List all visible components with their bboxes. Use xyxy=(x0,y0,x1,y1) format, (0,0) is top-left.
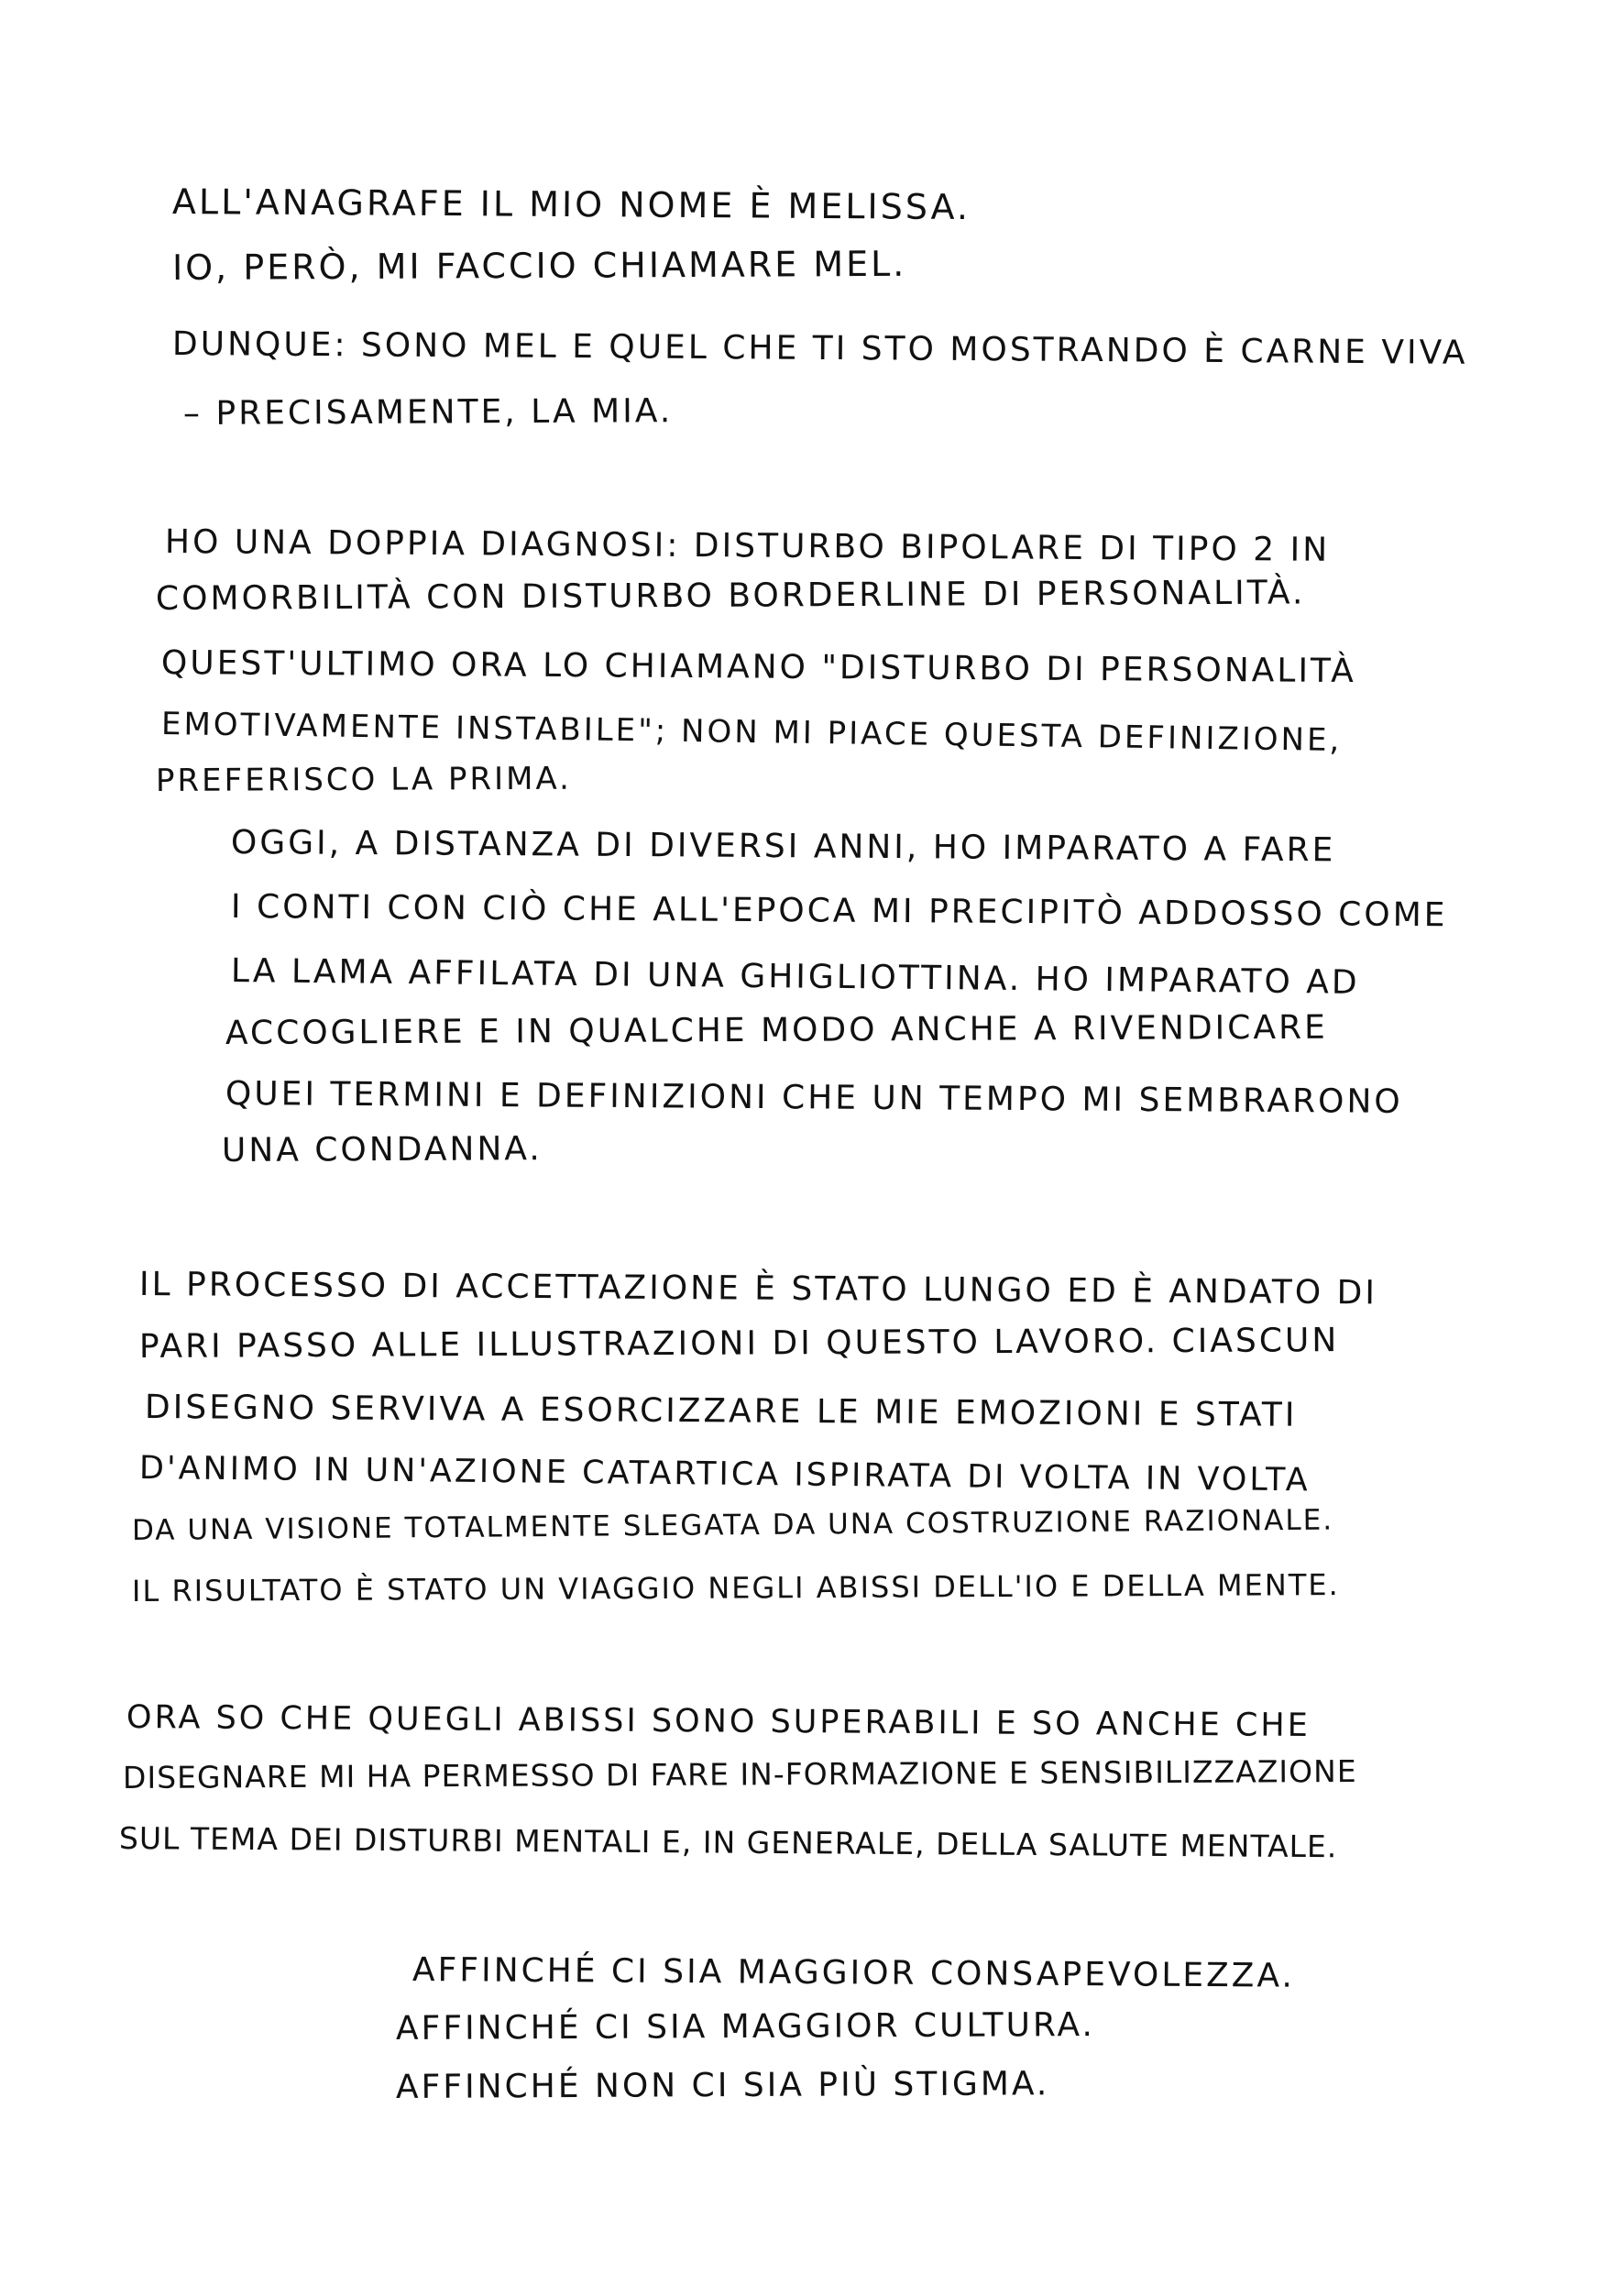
text-line: SUL TEMA DEI DISTURBI MENTALI E, IN GENERALE, DELLA SALUTE MENTALE. xyxy=(118,1820,1338,1865)
text-line: UNA CONDANNA. xyxy=(221,1130,543,1169)
text-line: HO UNA DOPPIA DIAGNOSI: DISTURBO BIPOLARE DI TIPO 2 IN xyxy=(164,523,1331,569)
text-line: IO, PERÒ, MI FACCIO CHIAMARE MEL. xyxy=(171,243,907,288)
text-line: ALL'ANAGRAFE IL MIO NOME È MELISSA. xyxy=(171,181,971,228)
text-line: IL RISULTATO È STATO UN VIAGGIO NEGLI ABISSI DELL'IO E DELLA MENTE. xyxy=(131,1567,1340,1609)
text-line: ACCOGLIERE E IN QUALCHE MODO ANCHE A RIVENDICARE xyxy=(225,1008,1328,1052)
text-line: DISEGNARE MI HA PERMESSO DI FARE IN-FORMAZIONE E SENSIBILIZZAZIONE xyxy=(122,1752,1357,1795)
text-line: D'ANIMO IN UN'AZIONE CATARTICA ISPIRATA DI VOLTA IN VOLTA xyxy=(138,1450,1311,1499)
text-line: DISEGNO SERVIVA A ESORCIZZARE LE MIE EMOZIONI E STATI xyxy=(144,1389,1298,1434)
text-line: AFFINCHÉ CI SIA MAGGIOR CONSAPEVOLEZZA. xyxy=(411,1951,1296,1995)
text-line: AFFINCHÉ CI SIA MAGGIOR CULTURA. xyxy=(395,2006,1096,2048)
text-line: LA LAMA AFFILATA DI UNA GHIGLIOTTINA. HO IMPARATO AD xyxy=(230,952,1360,1002)
text-line: DA UNA VISIONE TOTALMENTE SLEGATA DA UNA COSTRUZIONE RAZIONALE. xyxy=(131,1503,1334,1547)
text-line: QUEI TERMINI E DEFINIZIONI CHE UN TEMPO MI SEMBRARONO xyxy=(225,1075,1403,1121)
text-line: IL PROCESSO DI ACCETTAZIONE È STATO LUNGO ED È ANDATO DI xyxy=(138,1266,1378,1312)
text-line: QUEST'ULTIMO ORA LO CHIAMANO "DISTURBO DI PERSONALITÀ xyxy=(160,644,1356,691)
text-line: – PRECISAMENTE, LA MIA. xyxy=(182,392,674,433)
text-line: COMORBILITÀ CON DISTURBO BORDERLINE DI PERSONALITÀ. xyxy=(155,574,1306,618)
text-line: DUNQUE: SONO MEL E QUEL CHE TI STO MOSTRANDO È CARNE VIVA xyxy=(171,325,1468,372)
text-line: OGGI, A DISTANZA DI DIVERSI ANNI, HO IMPARATO A FARE xyxy=(230,824,1336,870)
text-line: I CONTI CON CIÒ CHE ALL'EPOCA MI PRECIPITÒ ADDOSSO COME xyxy=(230,888,1448,935)
text-line: EMOTIVAMENTE INSTABILE"; NON MI PIACE QUESTA DEFINIZIONE, xyxy=(160,706,1343,759)
text-line: PREFERISCO LA PRIMA. xyxy=(155,760,573,799)
text-line: PARI PASSO ALLE ILLUSTRAZIONI DI QUESTO LAVORO. CIASCUN xyxy=(138,1322,1340,1366)
text-line: ORA SO CHE QUEGLI ABISSI SONO SUPERABILI E SO ANCHE CHE xyxy=(126,1699,1311,1745)
text-line: AFFINCHÉ NON CI SIA PIÙ STIGMA. xyxy=(395,2065,1050,2106)
